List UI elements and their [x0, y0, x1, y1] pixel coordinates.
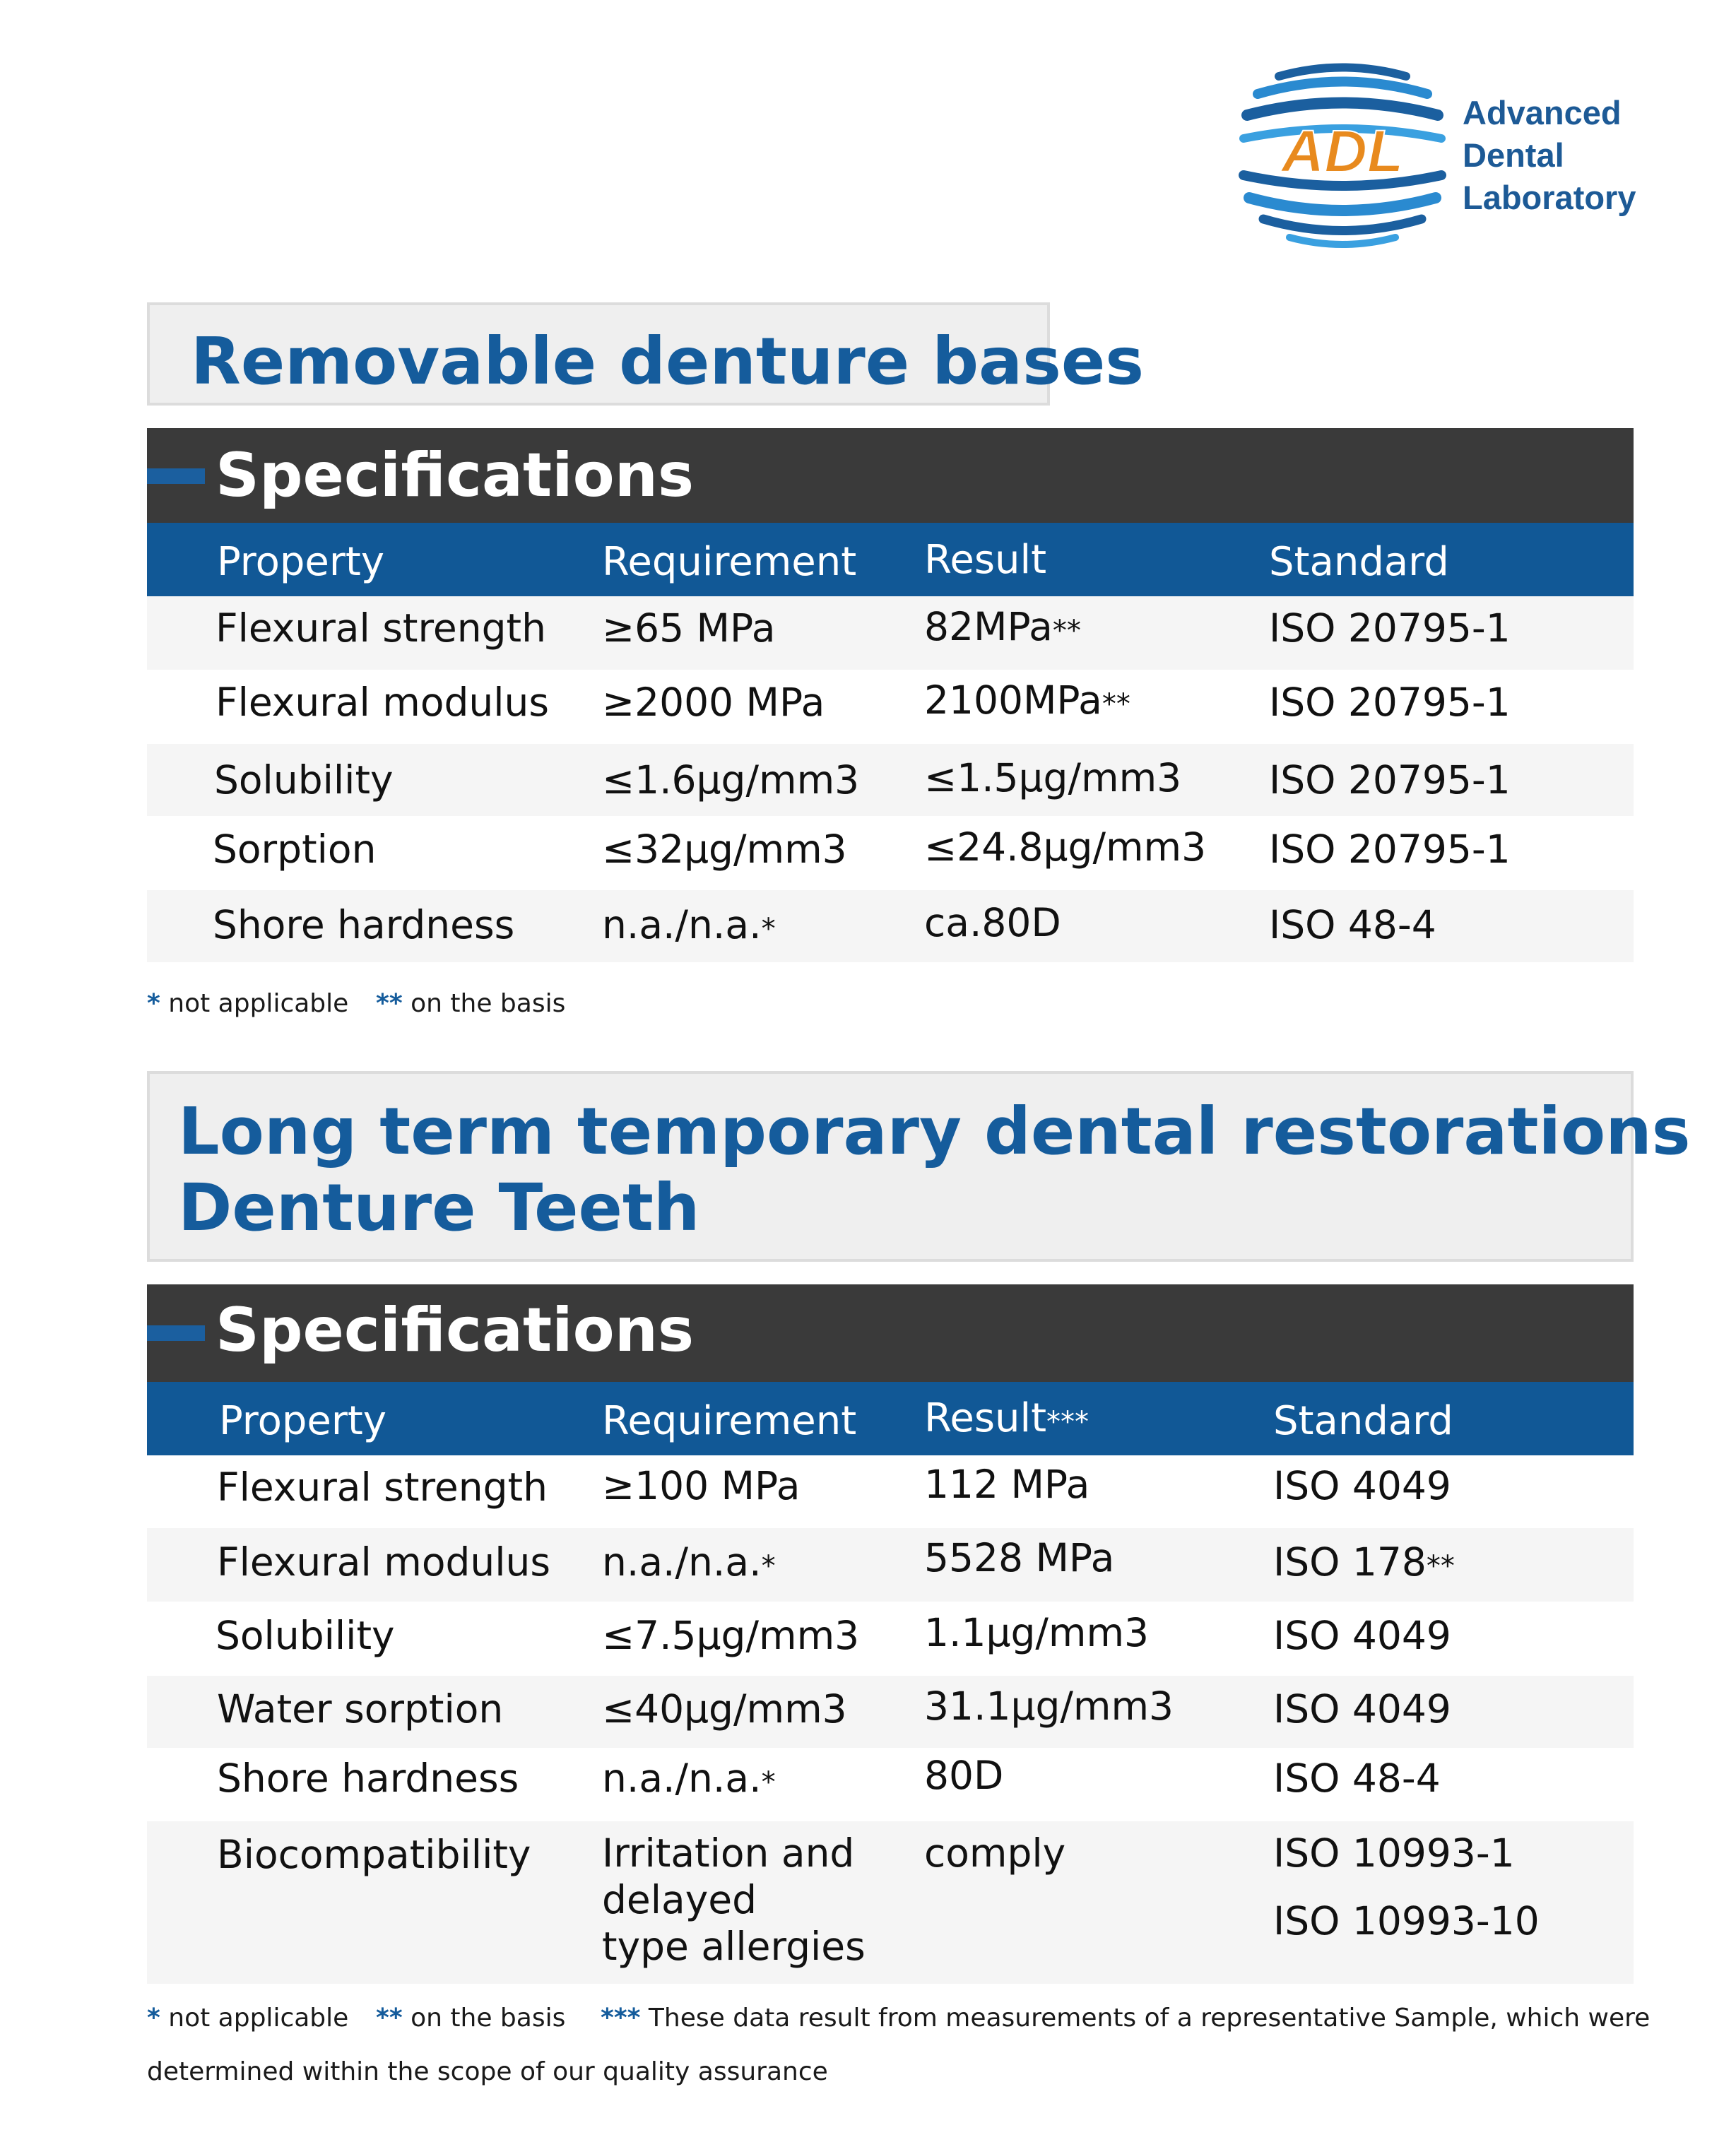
- table-row: Sorption: [213, 827, 377, 872]
- table-cell: ISO 48-4: [1269, 902, 1436, 947]
- section1-header-requirement: Requirement: [602, 539, 857, 585]
- globe-logo-icon: [1229, 62, 1455, 253]
- table-cell: ≤24.8μg/mm3: [924, 824, 1207, 870]
- table-cell: ≥65 MPa: [602, 605, 776, 651]
- section1-footnote-1: * not applicable: [147, 989, 349, 1018]
- table-cell: ≤40μg/mm3: [602, 1686, 847, 1732]
- table-cell: ISO 178**: [1273, 1539, 1455, 1585]
- table-cell: ≥100 MPa: [602, 1463, 801, 1508]
- company-name-line-1: Advanced: [1463, 94, 1622, 131]
- company-name-line-3: Laboratory: [1463, 179, 1636, 216]
- table-cell: ≥2000 MPa: [602, 680, 825, 725]
- table-cell: n.a./n.a.*: [602, 902, 776, 947]
- table-cell: 80D: [924, 1753, 1004, 1798]
- table-cell: ≤32μg/mm3: [602, 827, 847, 872]
- table-row: Flexural modulus: [215, 680, 550, 725]
- section2-spec-accent: [147, 1325, 205, 1341]
- table-cell: ISO 48-4: [1273, 1756, 1441, 1801]
- section2-footnote-3: *** These data result from measurements of a representative Sample, which were: [601, 2004, 1651, 2033]
- section2-header-requirement: Requirement: [602, 1398, 857, 1444]
- table-cell: type allergies: [602, 1924, 866, 1969]
- table-row: Solubility: [214, 757, 394, 803]
- logo-mark-text: ADL: [1281, 118, 1404, 184]
- table-cell: ISO 20795-1: [1269, 680, 1511, 725]
- table-row: Flexural strength: [217, 1465, 548, 1510]
- table-cell: ISO 10993-10: [1273, 1898, 1540, 1944]
- section1-header-property: Property: [217, 539, 384, 585]
- table-row: Solubility: [215, 1613, 395, 1658]
- table-cell: 5528 MPa: [924, 1535, 1115, 1580]
- section2-footnote-line-2: determined within the scope of our quality assurance: [147, 2057, 828, 2086]
- table-cell: 82MPa**: [924, 604, 1081, 649]
- table-row: Shore hardness: [217, 1756, 519, 1801]
- section1-header-standard: Standard: [1269, 539, 1449, 585]
- company-name-line-2: Dental: [1463, 136, 1564, 174]
- section1-spec-title: Specifications: [215, 440, 695, 511]
- table-cell: 31.1μg/mm3: [924, 1684, 1174, 1729]
- company-name: [1463, 92, 1636, 219]
- table-cell: ISO 4049: [1273, 1686, 1451, 1732]
- table-cell: Irritation and: [602, 1830, 855, 1876]
- table-row: Shore hardness: [213, 902, 515, 947]
- section1-spec-accent: [147, 468, 205, 484]
- table-row: Flexural strength: [215, 605, 546, 651]
- section1-footnote-2: ** on the basis: [376, 989, 566, 1018]
- table-row: Flexural modulus: [217, 1539, 551, 1585]
- section2-header-property: Property: [219, 1398, 386, 1444]
- table-cell: delayed: [602, 1877, 757, 1922]
- table-cell: ca.80D: [924, 900, 1061, 945]
- section2-title-line-2: Denture Teeth: [178, 1170, 700, 1246]
- section2-spec-title: Specifications: [215, 1295, 695, 1366]
- section2-header-standard: Standard: [1273, 1398, 1453, 1444]
- table-cell: comply: [924, 1830, 1066, 1876]
- table-cell: ISO 10993-1: [1273, 1830, 1515, 1876]
- table-cell: ISO 4049: [1273, 1613, 1451, 1658]
- table-cell: ISO 4049: [1273, 1463, 1451, 1508]
- table-cell: ≤1.6μg/mm3: [602, 757, 860, 803]
- table-cell: 2100MPa**: [924, 678, 1130, 723]
- section1-header-result: Result: [924, 537, 1047, 583]
- table-cell: n.a./n.a.*: [602, 1756, 776, 1801]
- table-cell: n.a./n.a.*: [602, 1539, 776, 1585]
- section1-title: Removable denture bases: [191, 324, 1145, 399]
- section2-footnote-1: * not applicable: [147, 2004, 349, 2033]
- table-cell: ISO 20795-1: [1269, 827, 1511, 872]
- table-cell: ≤7.5μg/mm3: [602, 1613, 860, 1658]
- section2-title-line-1: Long term temporary dental restorations: [178, 1094, 1691, 1169]
- table-row: Water sorption: [217, 1686, 504, 1732]
- section2-footnote-2: ** on the basis: [376, 2004, 566, 2033]
- section2-header-result: Result***: [924, 1395, 1090, 1441]
- table-row: Biocompatibility: [217, 1832, 531, 1877]
- table-cell: ISO 20795-1: [1269, 757, 1511, 803]
- table-cell: ISO 20795-1: [1269, 605, 1511, 651]
- company-logo: [1229, 62, 1636, 253]
- table-cell: 1.1μg/mm3: [924, 1610, 1150, 1655]
- table-cell: ≤1.5μg/mm3: [924, 755, 1182, 800]
- table-cell: 112 MPa: [924, 1462, 1090, 1507]
